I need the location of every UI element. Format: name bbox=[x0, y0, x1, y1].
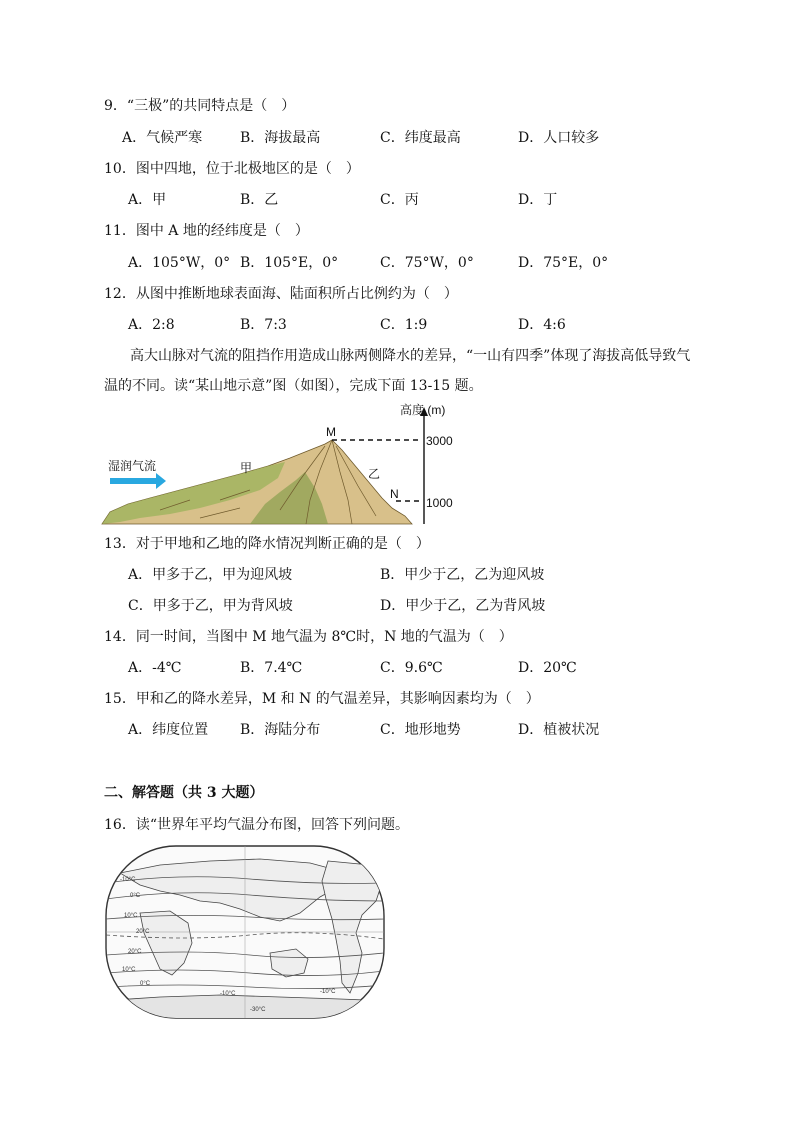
q13-option-a: A．甲多于乙，甲为迎风坡 bbox=[128, 567, 293, 583]
q14-option-c: C．9.6℃ bbox=[380, 660, 443, 676]
isotherm-label-8: -10°C bbox=[220, 991, 236, 997]
isotherm-label-1: -10°C bbox=[120, 877, 136, 883]
q13-option-c: C．甲多于乙，甲为背风坡 bbox=[128, 598, 293, 614]
q9-stem: 9．“三极”的共同特点是（ ） bbox=[104, 98, 296, 114]
q13-stem: 13．对于甲地和乙地的降水情况判断正确的是（ ） bbox=[104, 536, 430, 552]
q13-option-d: D．甲少于乙，乙为背风坡 bbox=[380, 598, 546, 614]
q10-stem: 10．图中四地，位于北极地区的是（ ） bbox=[104, 161, 360, 177]
tick-3000: 3000 bbox=[426, 434, 453, 448]
q12-stem: 12．从图中推断地球表面海、陆面积所占比例约为（ ） bbox=[104, 286, 458, 302]
q15-option-d: D．植被状况 bbox=[518, 722, 600, 738]
isotherm-label-5: 20°C bbox=[128, 949, 142, 955]
peak-label-m: M bbox=[326, 425, 336, 439]
height-axis-label: 高度 (m) bbox=[400, 403, 446, 417]
q12-option-b: B．7:3 bbox=[240, 317, 287, 333]
q16-stem: 16．读“世界年平均气温分布图，回答下列问题。 bbox=[104, 817, 409, 833]
world-temperature-map bbox=[100, 843, 390, 1021]
q11-option-b: B．105°E，0° bbox=[240, 255, 339, 271]
q13-option-b: B．甲少于乙，乙为迎风坡 bbox=[380, 567, 545, 583]
q11-stem: 11．图中 A 地的经纬度是（ ） bbox=[104, 223, 309, 239]
leeward-label: 乙 bbox=[368, 467, 381, 481]
q9-option-b: B．海拔最高 bbox=[240, 130, 321, 146]
isotherm-label-10: -10°C bbox=[320, 989, 336, 995]
q15-option-b: B．海陆分布 bbox=[240, 722, 321, 738]
q14-option-d: D．20℃ bbox=[518, 660, 577, 676]
q14-option-b: B．7.4℃ bbox=[240, 660, 303, 676]
q15-stem: 15．甲和乙的降水差异，M 和 N 的气温差异，其影响因素均为（ ） bbox=[104, 691, 540, 707]
q15-option-a: A．纬度位置 bbox=[128, 722, 209, 738]
q12-option-a: A．2:8 bbox=[128, 317, 175, 333]
q15-option-c: C．地形地势 bbox=[380, 722, 461, 738]
tick-1000: 1000 bbox=[426, 496, 453, 510]
q12-option-d: D．4:6 bbox=[518, 317, 566, 333]
q12-option-c: C．1:9 bbox=[380, 317, 428, 333]
passage-line-2: 温的不同。读“某山地示意”图（如图），完成下面 13-15 题。 bbox=[104, 378, 483, 394]
q14-stem: 14．同一时间，当图中 M 地气温为 8℃时，N 地的气温为（ ） bbox=[104, 629, 513, 645]
q10-option-a: A．甲 bbox=[128, 192, 167, 208]
q14-option-a: A．-4℃ bbox=[128, 660, 182, 676]
q9-option-c: C．纬度最高 bbox=[380, 130, 461, 146]
q11-option-a: A．105°W，0° bbox=[128, 255, 231, 271]
section-2-title: 二、解答题（共 3 大题） bbox=[104, 785, 264, 801]
point-label-n: N bbox=[390, 487, 399, 501]
q10-option-c: C．丙 bbox=[380, 192, 419, 208]
isotherm-label-7: 0°C bbox=[140, 981, 151, 987]
q9-option-a: A．气候严寒 bbox=[122, 130, 203, 146]
isotherm-label-4: 20°C bbox=[136, 929, 150, 935]
windward-label: 甲 bbox=[240, 461, 253, 475]
mountain-diagram bbox=[100, 400, 460, 526]
q9-option-d: D．人口较多 bbox=[518, 130, 600, 146]
isotherm-label-6: 10°C bbox=[122, 967, 136, 973]
passage-line-1: 高大山脉对气流的阻挡作用造成山脉两侧降水的差异，“一山有四季”体现了海拔高低导致气 bbox=[130, 348, 691, 364]
isotherm-label-2: 0°C bbox=[130, 893, 141, 899]
airflow-arrow bbox=[110, 473, 166, 489]
q11-option-c: C．75°W，0° bbox=[380, 255, 474, 271]
isotherm-label-3: 10°C bbox=[124, 913, 138, 919]
q10-option-d: D．丁 bbox=[518, 192, 558, 208]
q10-option-b: B．乙 bbox=[240, 192, 279, 208]
isotherm-label-9: -30°C bbox=[250, 1007, 266, 1013]
airflow-label: 湿润气流 bbox=[108, 459, 157, 473]
q11-option-d: D．75°E，0° bbox=[518, 255, 609, 271]
